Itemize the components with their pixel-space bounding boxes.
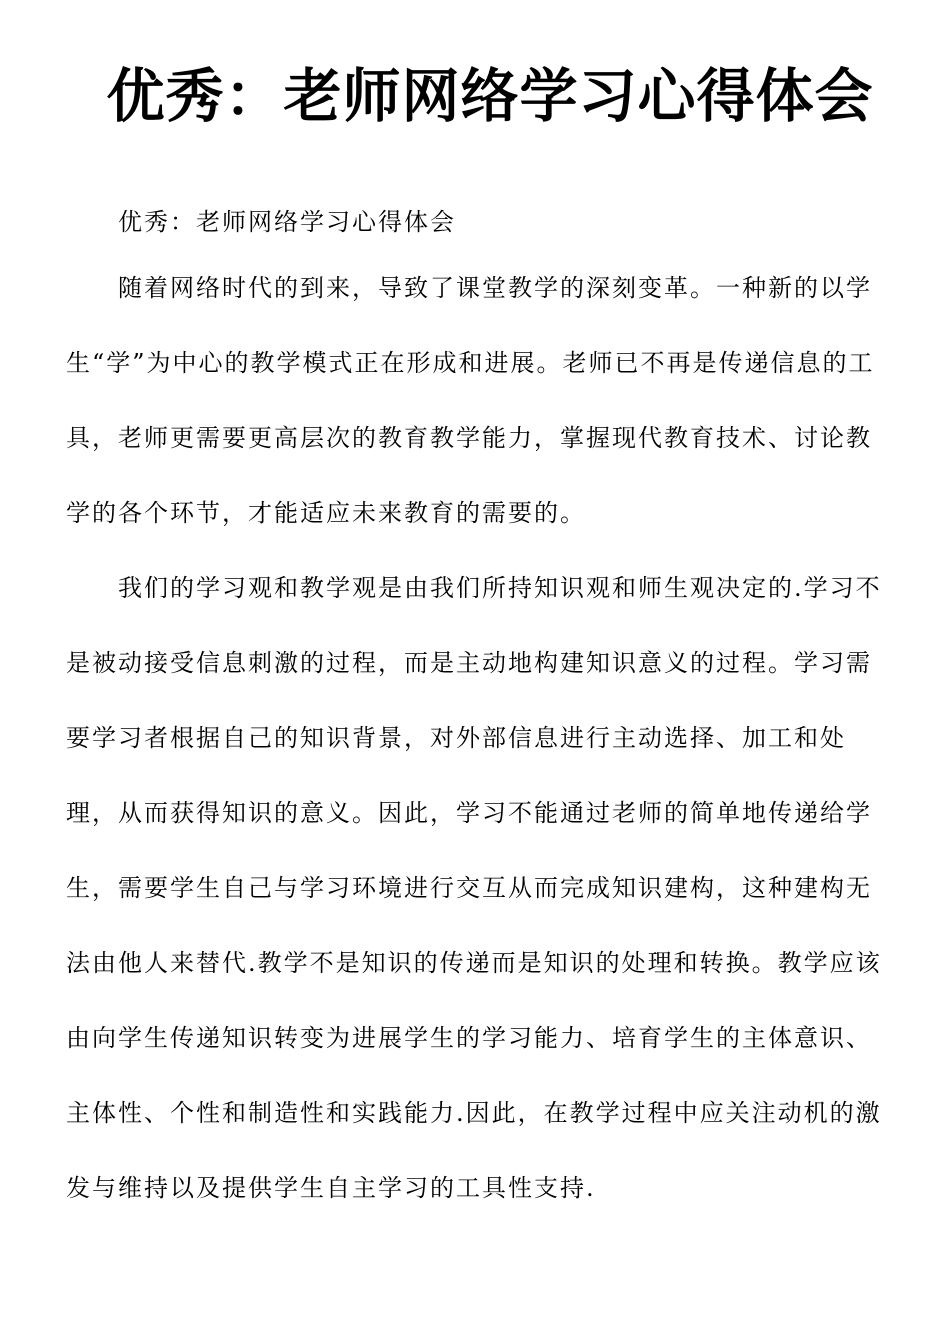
document-body (66, 194, 888, 1226)
document-title: 优秀：老师网络学习心得体会 (106, 62, 874, 130)
document-subtitle: 优秀：老师网络学习心得体会 (118, 208, 456, 236)
paragraph-1: 随着网络时代的到来，导致了课堂教学的深刻变革。一种新的以学生“学”为中心的教学模式正在形成和进展。老师已不再是传递信息的工具，老师更需要更高层次的教育教学能力，掌握现代教育技术、讨论教学的各个环节，才能适应未来教育的需要的。 (66, 274, 875, 527)
paragraph-2: 我们的学习观和教学观是由我们所持知识观和师生观决定的.学习不是被动接受信息刺激的过程，而是主动地构建知识意义的过程。学习需要学习者根据自己的知识背景，对外部信息进行主动选择、加工和处理，从而获得知识的意义。因此，学习不能通过老师的简单地传递给学生，需要学生自己与学习环境进行交互从而完成知识建构，这种建构无法由他人来替代.教学不是知识的传递而是知识的处理和转换。教学应该由向学生传递知识转变为进展学生的学习能力、培育学生的主体意识、主体性、个性和制造性和实践能力.因此，在教学过程中应关注动机的激发与维持以及提供学生自主学习的工具性支持. (66, 574, 882, 1202)
